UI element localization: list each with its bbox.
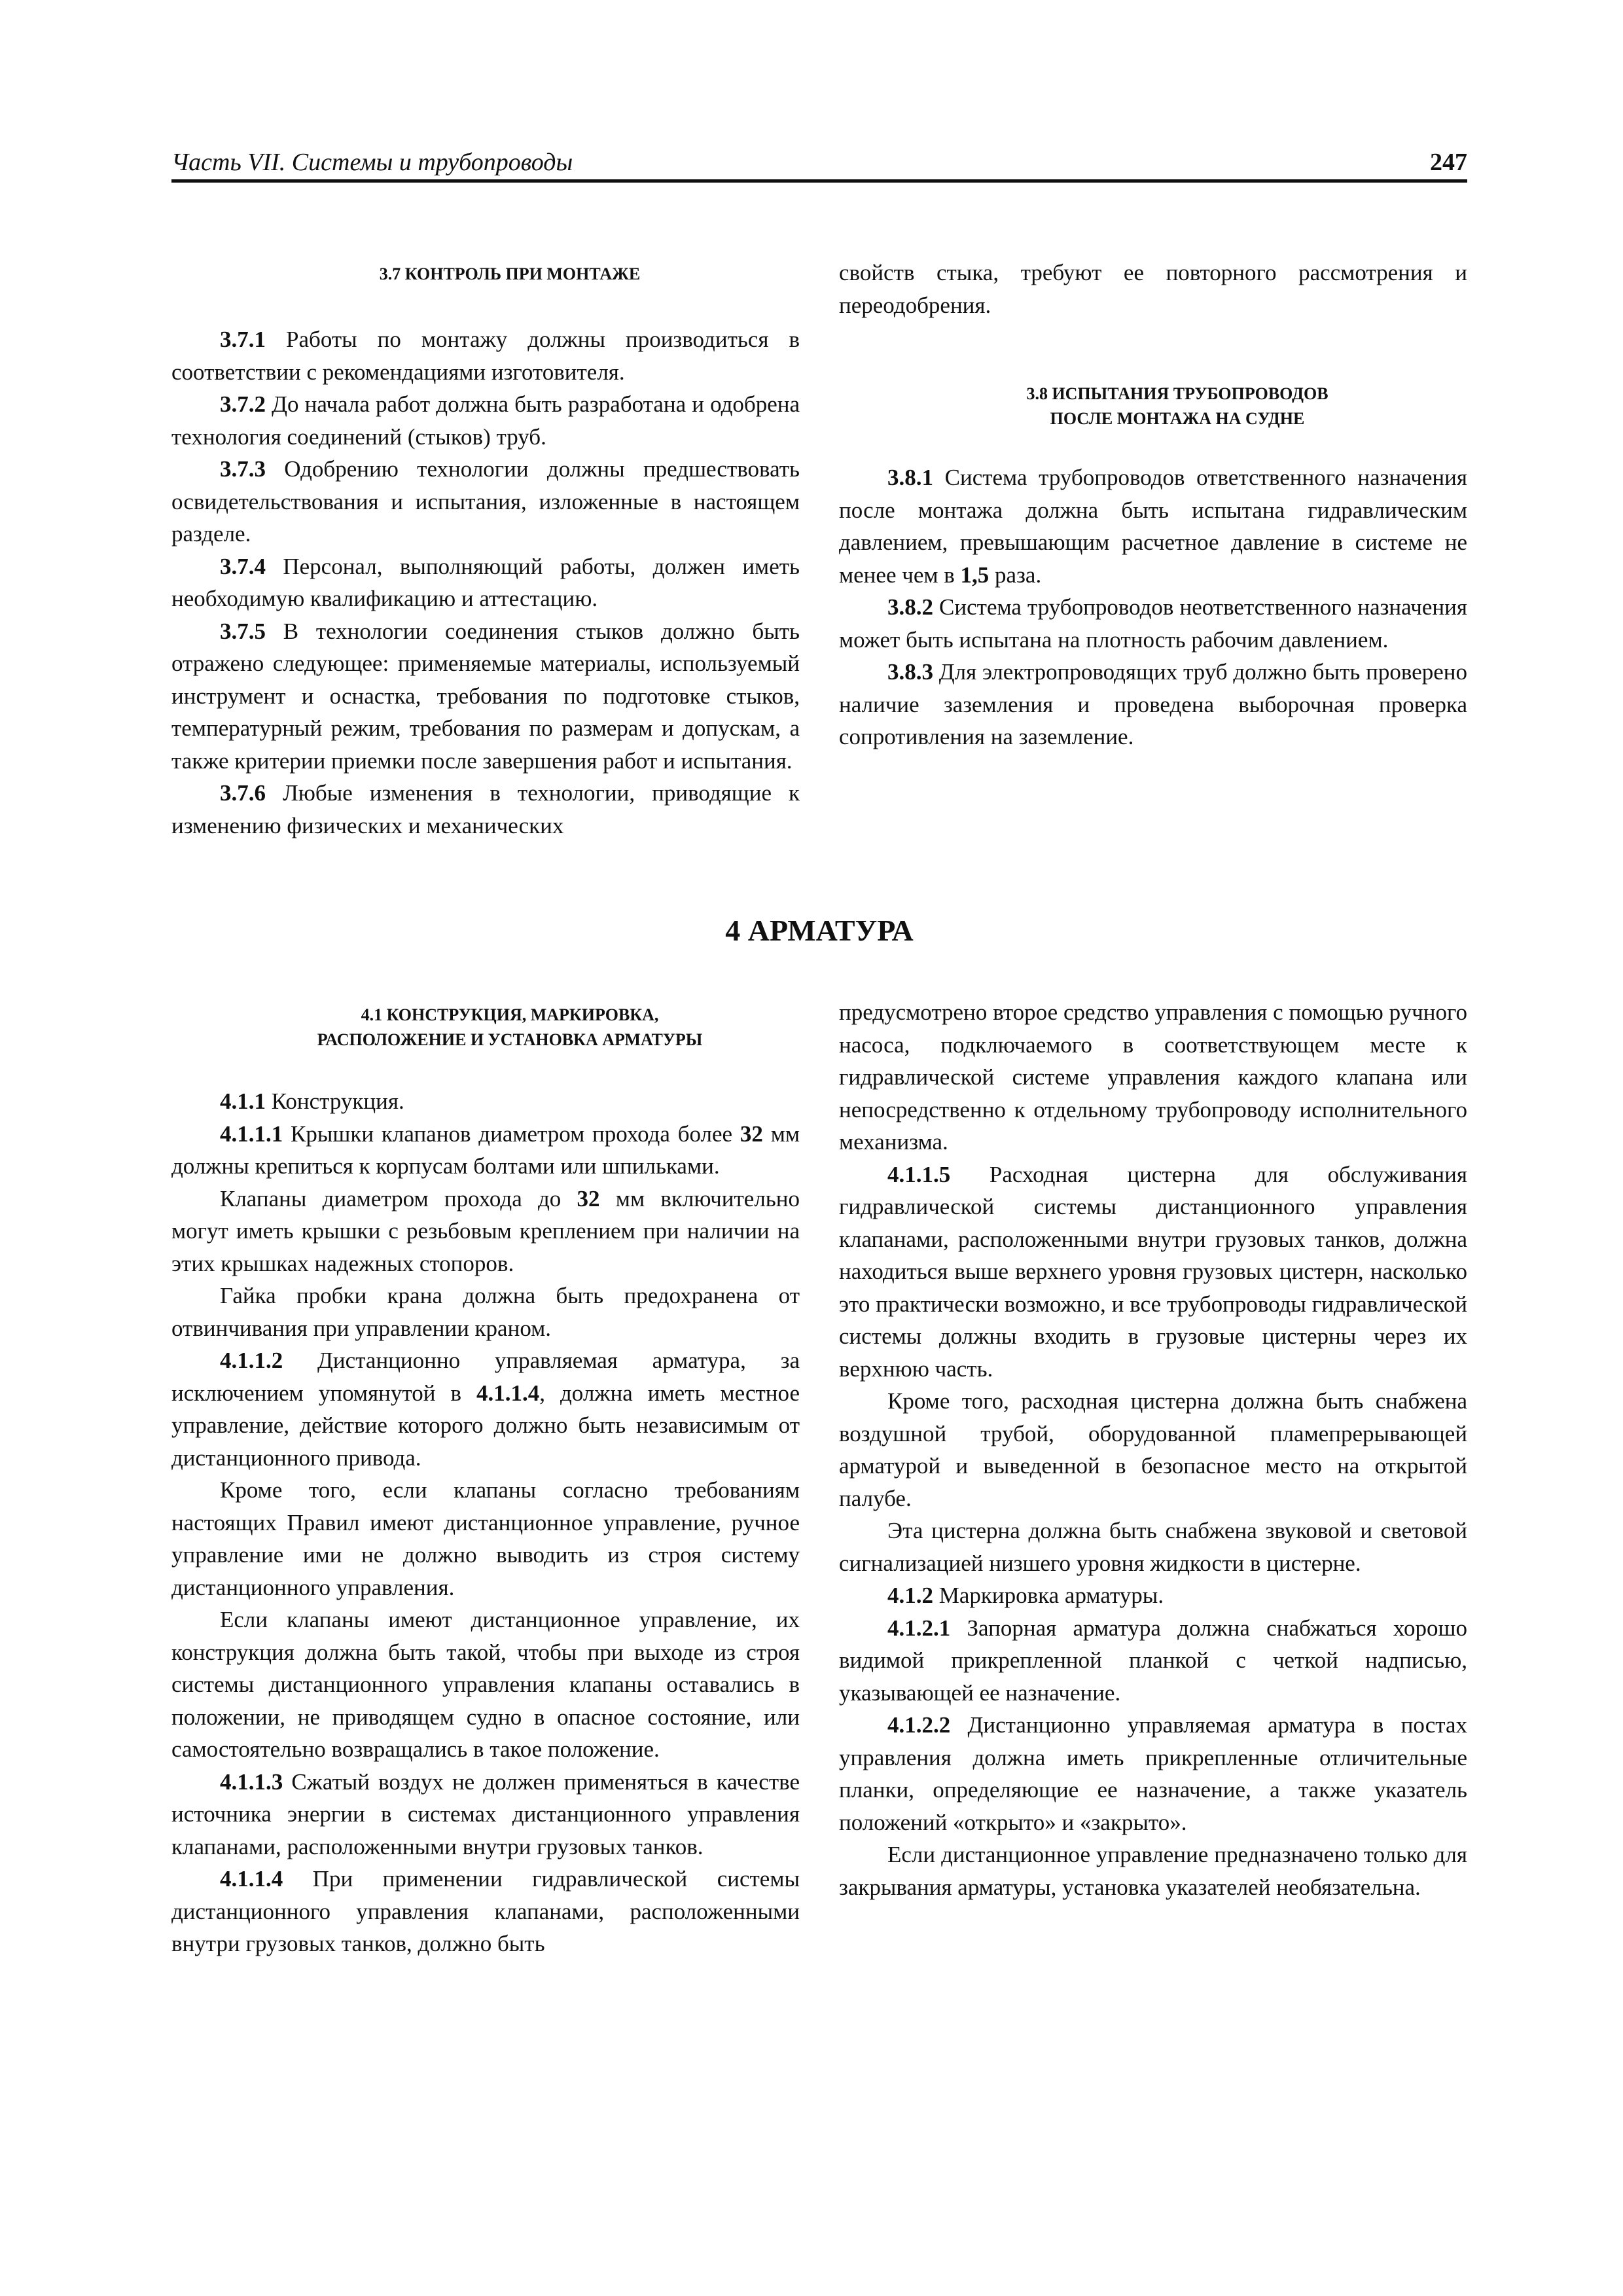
paragraph-text-tail: мм должны крепиться к корпусам болтами или шпильками. <box>171 1121 800 1179</box>
paragraph-3-8-3 <box>839 656 1467 753</box>
lower-left-column <box>171 1003 800 1960</box>
paragraph-number: 4.1.2 <box>887 1583 933 1608</box>
paragraph-klapany <box>171 1183 800 1280</box>
section-4-1-title-line2: РАСПОЛОЖЕНИЕ И УСТАНОВКА АРМАТУРЫ <box>317 1030 703 1049</box>
paragraph-text: Работы по монтажу должны производиться в соответствии с рекомендациями изготовителя. <box>171 327 800 385</box>
paragraph-3-7-6-continuation: свойств стыка, требуют ее повторного рассмотрения и переодобрения. <box>839 260 1467 318</box>
running-header <box>171 145 1467 183</box>
paragraph-number: 4.1.1.3 <box>220 1768 283 1795</box>
section-3-7-title: 3.7 КОНТРОЛЬ ПРИ МОНТАЖЕ <box>379 264 641 283</box>
paragraph-3-8-2 <box>839 591 1467 656</box>
chapter-4-title: 4 АРМАТУРА <box>725 914 914 947</box>
paragraph-text: В технологии соединения стыков должно быть отражено следующее: применяемые материалы, используемый инструмент и оснастка, требования по подготовке стыков, температурный режим, требования по размерам и допускам, а также критерии приемки после завершения работ и испытания. <box>171 618 800 774</box>
paragraph-4-1-1 <box>171 1085 800 1118</box>
paragraph-4-1-2 <box>839 1579 1467 1612</box>
paragraph-3-7-2 <box>171 388 800 453</box>
paragraph-text: Сжатый воздух не должен применяться в качестве источника энергии в системах дистанционного управления клапанами, расположенными внутри грузовых танков. <box>171 1768 800 1859</box>
paragraph-number: 3.8.3 <box>887 659 933 685</box>
paragraph-text: Дистанционно управляемая арматура в постах управления должна иметь прикрепленные отличительные планки, определяющие ее назначение, а также указатель положений «открыто» и «закрыто». <box>839 1712 1467 1835</box>
paragraph-4-1-1-4 <box>171 1863 800 1960</box>
upper-right-column <box>839 257 1467 753</box>
paragraph-number: 3.7.2 <box>220 391 266 417</box>
paragraph-text: Система трубопроводов неответственного назначения может быть испытана на плотность рабочим давлением. <box>839 594 1467 653</box>
section-3-8-title-line2: ПОСЛЕ МОНТАЖА НА СУДНЕ <box>1050 409 1305 428</box>
page-number: 247 <box>1430 149 1467 176</box>
paragraph-4-1-1-4-continuation: предусмотрено второе средство управления с помощью ручного насоса, подключаемого в соответствующем месте к гидравлической системе управления каждого клапана или непосредственно к отдельному трубопроводу исполнительного механизма. <box>839 999 1467 1155</box>
paragraph-text-tail: мм включительно могут иметь крышки с резьбовым креплением при наличии на этих крышках надежных стопоров. <box>171 1185 800 1276</box>
upper-left-column <box>171 262 800 842</box>
paragraph-text: При применении гидравлической системы дистанционного управления клапанами, расположенными внутри грузовых танков, должно быть <box>171 1866 800 1956</box>
section-4-1-title-line1: 4.1 КОНСТРУКЦИЯ, МАРКИРОВКА, <box>361 1005 659 1024</box>
bold-value: 1,5 <box>960 562 990 588</box>
paragraph-3-7-1 <box>171 323 800 388</box>
section-3-8-title-line1: 3.8 ИСПЫТАНИЯ ТРУБОПРОВОДОВ <box>1026 384 1329 403</box>
paragraph-3-8-1 <box>839 461 1467 591</box>
paragraph-text-tail: раза. <box>989 562 1042 588</box>
header-title: Часть VII. Системы и трубопроводы <box>171 149 573 176</box>
paragraph-number: 3.7.3 <box>220 456 266 482</box>
paragraph-text: Маркировка арматуры. <box>933 1583 1164 1608</box>
paragraph-eta: Эта цистерна должна быть снабжена звуковой и световой сигнализацией низшего уровня жидкости в цистерне. <box>839 1518 1467 1576</box>
paragraph-4-1-1-5 <box>839 1158 1467 1386</box>
paragraph-number: 4.1.1.1 <box>220 1121 283 1147</box>
paragraph-krome-2: Кроме того, расходная цистерна должна быть снабжена воздушной трубой, оборудованной пламепрерывающей арматурой и выведенной в безопасное место на открытой палубе. <box>839 1388 1467 1511</box>
lower-right-column <box>839 996 1467 1903</box>
paragraph-text: До начала работ должна быть разработана и одобрена технология соединений (стыков) труб. <box>171 391 800 450</box>
paragraph-text: Конструкция. <box>266 1088 404 1114</box>
paragraph-text: Крышки клапанов диаметром прохода более <box>283 1121 740 1147</box>
bold-value: 32 <box>577 1185 600 1211</box>
paragraph-text: Дистанционно управляемая арматура, за исключением упомянутой в <box>171 1348 800 1406</box>
paragraph-esli-2: Если дистанционное управление предназначено только для закрывания арматуры, установка указателей необязательна. <box>839 1842 1467 1900</box>
paragraph-4-1-1-1 <box>171 1118 800 1183</box>
paragraph-text: Расходная цистерна для обслуживания гидравлической системы дистанционного управления клапанами, расположенными внутри грузовых танков, должна находиться выше верхнего уровня грузовых цистерн, насколько это практически возможно, и все трубопроводы гидравлической системы должны входить в грузовые цистерны через их верхнюю часть. <box>839 1161 1467 1382</box>
paragraph-4-1-2-2 <box>839 1709 1467 1839</box>
paragraph-number: 3.7.4 <box>220 553 266 579</box>
paragraph-number: 4.1.1.5 <box>887 1161 951 1187</box>
paragraph-3-7-6 <box>171 777 800 842</box>
paragraph-4-1-1-3 <box>171 1766 800 1863</box>
paragraph-number: 4.1.1.4 <box>220 1866 283 1892</box>
paragraph-number: 4.1.1.2 <box>220 1348 283 1373</box>
paragraph-gayka: Гайка пробки крана должна быть предохранена от отвинчивания при управлении краном. <box>171 1283 800 1341</box>
paragraph-3-7-4 <box>171 550 800 615</box>
paragraph-text: Персонал, выполняющий работы, должен иметь необходимую квалификацию и аттестацию. <box>171 553 800 611</box>
paragraph-number: 3.7.1 <box>220 327 266 352</box>
paragraph-text: Запорная арматура должна снабжаться хорошо видимой прикрепленной планкой с четкой надписью, указывающей ее назначение. <box>839 1615 1467 1706</box>
paragraph-3-7-3 <box>171 453 800 550</box>
paragraph-4-1-1-2 <box>171 1344 800 1474</box>
bold-value: 32 <box>740 1121 763 1147</box>
paragraph-text: Система трубопроводов ответственного назначения после монтажа должна быть испытана гидравлическим давлением, превышающим расчетное давление в системе не менее чем в <box>839 465 1467 588</box>
paragraph-number: 3.8.2 <box>887 594 933 620</box>
paragraph-krome-1: Кроме того, если клапаны согласно требованиям настоящих Правил имеют дистанционное управление, ручное управление ими не должно выводить из строя систему дистанционного управления. <box>171 1477 800 1600</box>
bold-reference: 4.1.1.4 <box>476 1380 540 1406</box>
paragraph-text: Любые изменения в технологии, приводящие к изменению физических и механических <box>171 780 800 838</box>
paragraph-text: Для электропроводящих труб должно быть проверено наличие заземления и проведена выборочная проверка сопротивления на заземление. <box>839 659 1467 749</box>
paragraph-esli-1: Если клапаны имеют дистанционное управление, их конструкция должна быть такой, чтобы при выходе из строя системы дистанционного управления клапаны оставались в положении, не приводящем судно в опасное состояние, или самостоятельно возвращались в такое положение. <box>171 1607 800 1762</box>
paragraph-text: Одобрению технологии должны предшествовать освидетельствования и испытания, изложенные в настоящем разделе. <box>171 456 800 547</box>
paragraph-4-1-2-1 <box>839 1612 1467 1710</box>
paragraph-number: 3.7.5 <box>220 618 266 644</box>
paragraph-number: 4.1.2.1 <box>887 1615 951 1641</box>
paragraph-number: 4.1.1 <box>220 1088 266 1114</box>
paragraph-number: 3.8.1 <box>887 465 933 490</box>
paragraph-3-7-5 <box>171 615 800 778</box>
paragraph-number: 3.7.6 <box>220 780 266 806</box>
paragraph-number: 4.1.2.2 <box>887 1712 951 1738</box>
paragraph-text: Клапаны диаметром прохода до <box>220 1185 577 1211</box>
paragraph-text-tail: , должна иметь местное управление, действие которого должно быть независимым от дистанционного привода. <box>171 1380 800 1471</box>
